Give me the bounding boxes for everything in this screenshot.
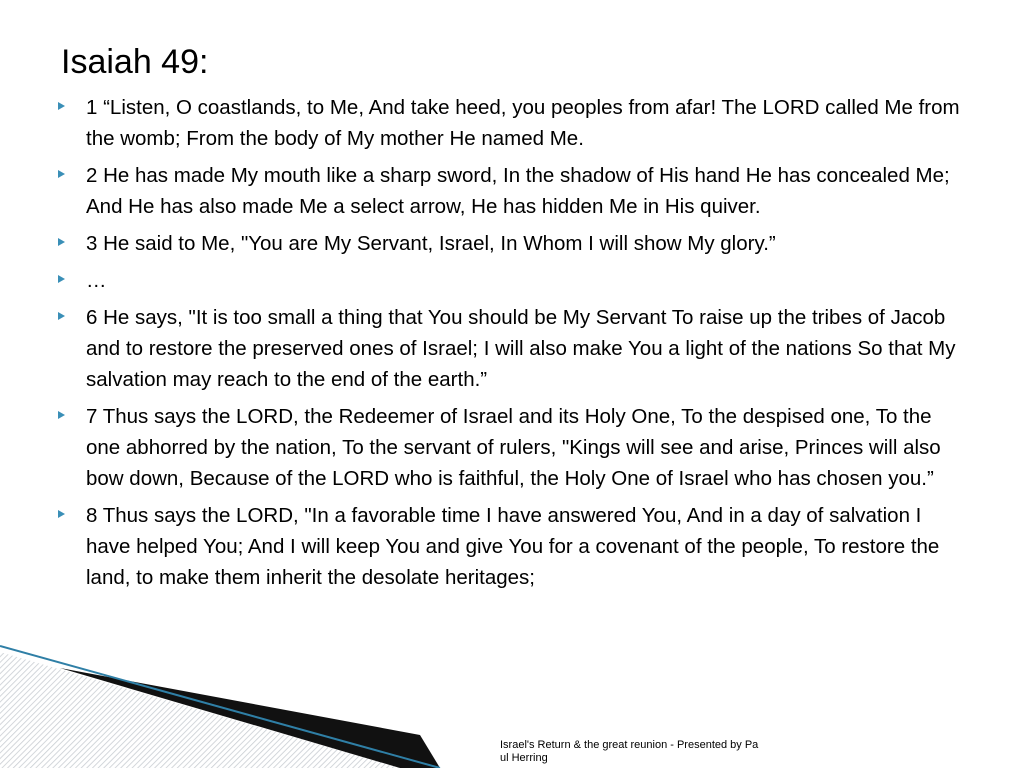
triangle-bullet-icon [58,238,65,246]
triangle-bullet-icon [58,102,65,110]
triangle-bullet-icon [58,411,65,419]
accent-stripe [0,646,440,768]
verse-text: 8 Thus says the LORD, "In a favorable time I have answered You, And in a day of salvation I have helped You; And I will keep You and give You for a covenant of the people, To restore the land, to make them inherit the desolate heritages; [86,504,940,589]
verse-text: 2 He has made My mouth like a sharp sword, In the shadow of His hand He has concealed Me; And He has also made Me a select arrow, He has hidden Me in His quiver. [86,164,950,218]
verse-text: 3 He said to Me, "You are My Servant, Israel, In Whom I will show My glory.” [86,232,776,255]
list-item [58,228,968,259]
list-item [58,401,968,494]
list-item [58,265,968,296]
triangle-bullet-icon [58,312,65,320]
list-item [58,160,968,222]
verse-text: 7 Thus says the LORD, the Redeemer of Israel and its Holy One, To the despised one, To the one abhorred by the nation, To the servant of rulers, "Kings will see and arise, Princes will also bow down, Because of the LORD who is faithful, the Holy One of Israel who has chosen you.” [86,405,941,490]
list-item [58,302,968,395]
triangle-bullet-icon [58,510,65,518]
verse-text: 6 He says, "It is too small a thing that You should be My Servant To raise up the tribes of Jacob and to restore the preserved ones of Israel; I will also make You a light of the nations So that My salvation may reach to the end of the earth.” [86,306,956,391]
verse-text: … [86,269,107,292]
slide-title: Isaiah 49: [61,43,209,81]
dark-wedge [60,668,440,768]
triangle-bullet-icon [58,170,65,178]
list-item [58,500,968,593]
verse-text: 1 “Listen, O coastlands, to Me, And take heed, you peoples from afar! The LORD called Me from the womb; From the body of My mother He named Me. [86,96,960,150]
slide-footer: Israel's Return & the great reunion - Presented by Paul Herring [500,739,759,764]
list-item [58,92,968,154]
verse-list [58,92,968,599]
triangle-bullet-icon [58,275,65,283]
hatched-wedge [0,652,400,768]
